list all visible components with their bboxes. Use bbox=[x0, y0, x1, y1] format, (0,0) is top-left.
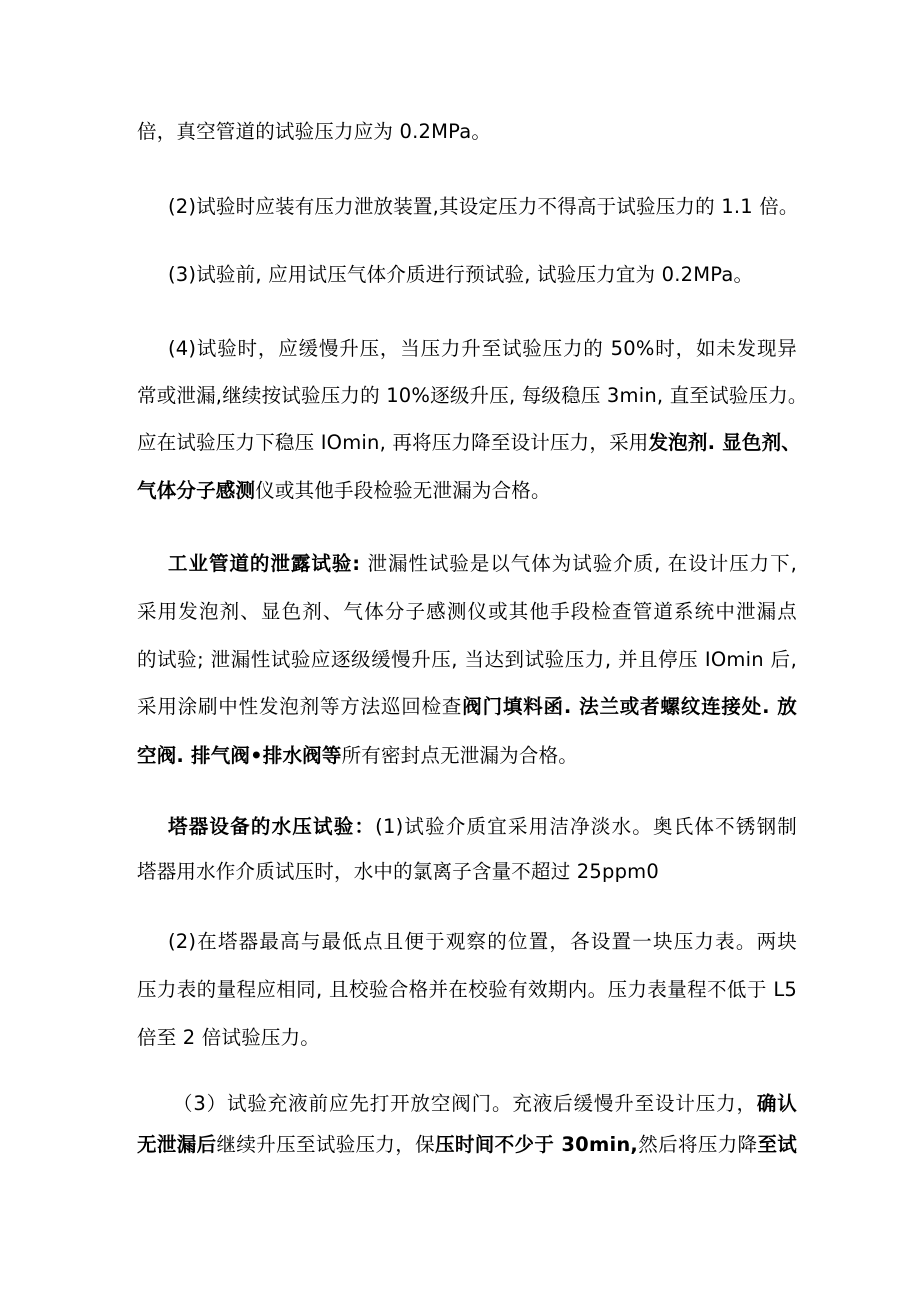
paragraph-line: 塔器用水作介质试压时，水中的氯离子含量不超过 25ppm0 bbox=[137, 860, 659, 883]
section-heading-line: 塔器设备的水压试验：(1)试验介质宜采用洁净淡水。奥氏体不锈钢制 bbox=[168, 815, 797, 838]
paragraph-line: (4)试验时，应缓慢升压，当压力升至试验压力的 50%时，如未发现异 bbox=[168, 337, 797, 360]
paragraph-line: (2)在塔器最高与最低点且便于观察的位置，各设置一块压力表。两块 bbox=[168, 930, 797, 953]
paragraph-line: 空阀. 排气阀•排水阀等所有密封点无泄漏为合格。 bbox=[137, 744, 578, 767]
paragraph-line: 采用涂刷中性发泡剂等方法巡回检查阀门填料函. 法兰或者螺纹连接处. 放 bbox=[137, 695, 797, 718]
paragraph-line: (3)试验前, 应用试压气体介质进行预试验, 试验压力宜为 0.2MPa。 bbox=[168, 263, 754, 286]
paragraph-line: 压力表的量程应相同, 且校验合格并在校验有效期内。压力表量程不低于 L5 bbox=[137, 978, 797, 1001]
paragraph-line: 应在试验压力下稳压 IOmin, 再将压力降至设计压力，采用发泡剂. 显色剂、 bbox=[137, 431, 801, 454]
section-heading-line: 工业管道的泄露试验: 泄漏性试验是以气体为试验介质, 在设计压力下, bbox=[168, 552, 797, 575]
paragraph-line: 采用发泡剂、显色剂、气体分子感测仪或其他手段检查管道系统中泄漏点 bbox=[137, 600, 797, 623]
paragraph-line: (2)试验时应装有压力泄放装置,其设定压力不得高于试验压力的 1.1 倍。 bbox=[168, 195, 799, 218]
paragraph-line: 气体分子感测仪或其他手段检验无泄漏为合格。 bbox=[137, 479, 551, 502]
paragraph-line: 倍至 2 倍试验压力。 bbox=[137, 1026, 321, 1049]
paragraph-line: 常或泄漏,继续按试验压力的 10%逐级升压, 每级稳压 3min, 直至试验压力。 bbox=[137, 384, 808, 407]
paragraph-line: 倍，真空管道的试验压力应为 0.2MPa。 bbox=[137, 120, 492, 143]
paragraph-line: 的试验; 泄漏性试验应逐级缓慢升压, 当达到试验压力, 并且停压 IOmin 后, bbox=[137, 648, 797, 671]
paragraph-line: （3）试验充液前应先打开放空阀门。充液后缓慢升至设计压力，确认 bbox=[173, 1092, 797, 1115]
paragraph-line: 无泄漏后继续升压至试验压力，保压时间不少于 30min,然后将压力降至试 bbox=[137, 1133, 798, 1156]
